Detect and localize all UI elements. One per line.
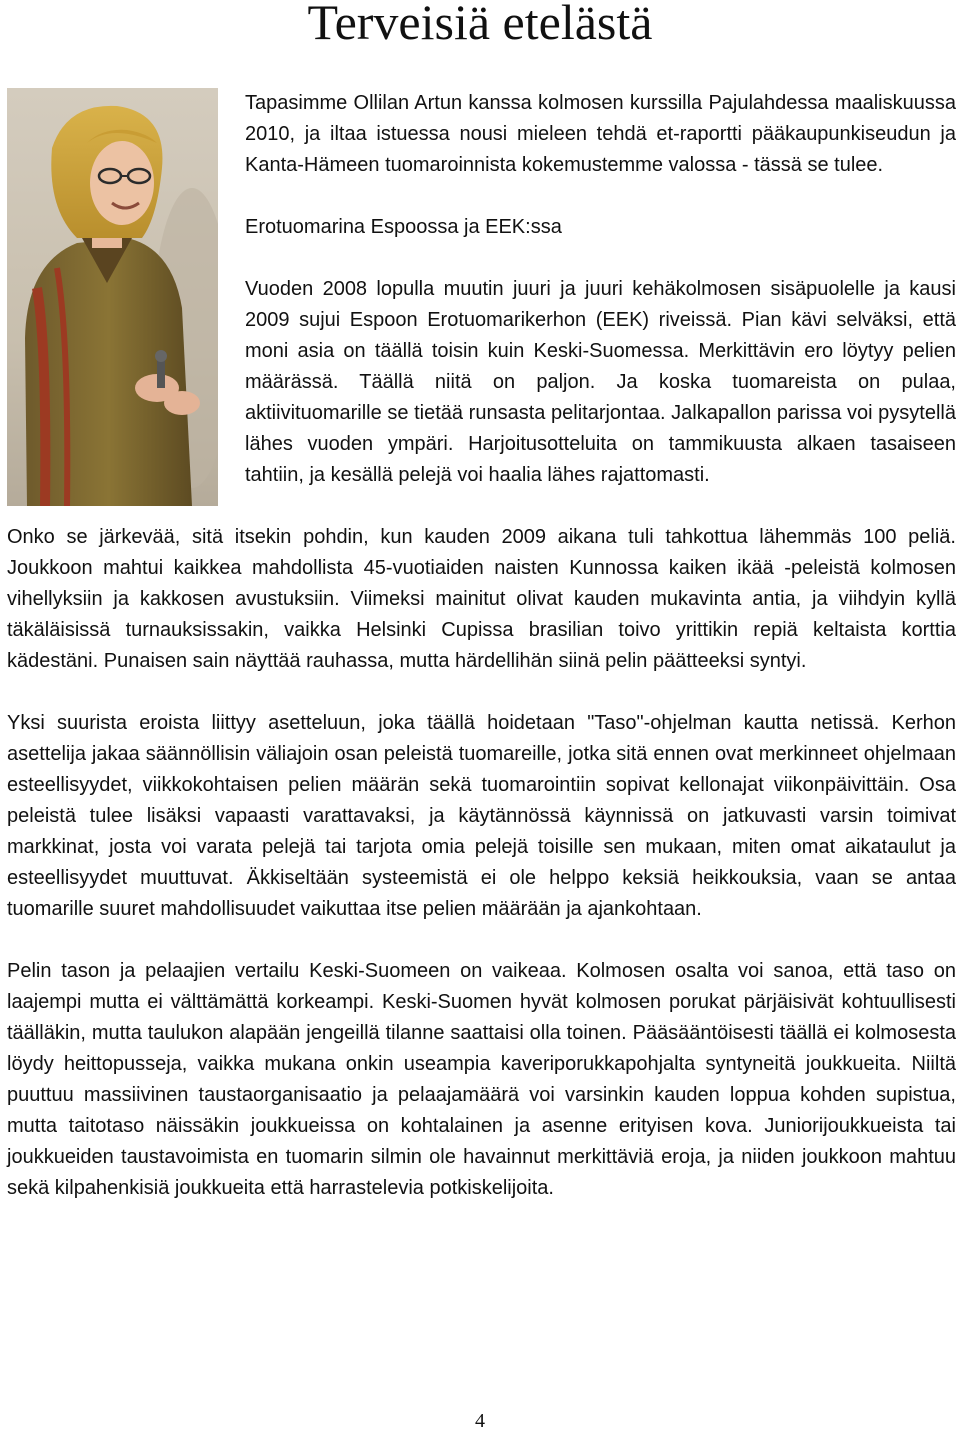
article-body [7,88,956,1235]
paragraph-intro: Tapasimme Ollilan Artun kanssa kolmosen kurssilla Pajulahdessa maaliskuussa 2010, ja iltaa istuessa nousi mieleen tehdä et-raportti pääkaupunkiseudun ja Kanta-Hämeen tuomaroinnista kokemustemme valossa - tässä se tulee. [245,92,956,176]
paragraph: Vuoden 2008 lopulla muutin juuri ja juuri kehäkolmosen sisäpuolelle ja kausi 2009 sujui Espoon Erotuomarikerhon (EEK) riveissä. Pian kävi selväksi, että moni asia on täällä toisin kuin Keski-Suomessa. Merkittävin ero löytyy pelien määrässä. Täällä niitä on paljon. Ja koska tuomareista on pulaa, aktiivituomarille se tietää runsasta pelitarjontaa. Jalkapallon parissa voi pysytellä lähes vuoden ympäri. Harjoitusotteluita on tammikuusta alkaen tasaiseen tahtiin, ja kesällä pelejä voi haalia lähes rajattomasti. [245,278,956,486]
page-title: Terveisiä etelästä [307,0,653,50]
paragraph: Onko se järkevää, sitä itsekin pohdin, kun kauden 2009 aikana tuli tahkottua lähemmäs 100 peliä. Joukkoon mahtui kaikkea mahdollista 45-vuotiaiden naisten Kunnossa kaiken ikää -peleistä kolmosen vihellyksiin ja kakkosen avustuksiin. Viimeksi mainitut olivat kauden mukavinta antia, ja viihdyin kyllä täkäläisissä turnauksissakin, vaikka Helsinki Cupissa brasilian toivo yrittikin repiä keltaista korttia kädestäni. Punaisen sain näyttää rauhassa, mutta härdellihän siinä pelin päätteeksi syntyi. [7,526,956,672]
section-heading: Erotuomarina Espoossa ja EEK:ssa [245,216,562,238]
page-number: 4 [475,1410,485,1432]
paragraph: Pelin tason ja pelaajien vertailu Keski-Suomeen on vaikeaa. Kolmosen osalta voi sanoa, että taso on laajempi mutta ei välttämättä korkeampi. Keski-Suomen hyvät kolmosen porukat pärjäisivät kohtuullisesti täälläkin, mutta taulukon alapään jengeillä tilanne saattaisi olla toinen. Pääsääntöisesti täällä ei kolmosesta löydy heittopusseja, vaikka mukana onkin useampia kaveriporukkapohjalta syntyneitä joukkueita. Niiltä puuttuu massiivinen taustaorganisaatio ja pelaajamäärä voi varsinkin kauden loppua kohden supistua, mutta taitotaso näissäkin joukkueissa on kohtalainen ja asenne erityisen kova. Juniorijoukkueista tai joukkueiden taustavoimista en tuomarin silmin ole havainnut merkittäviä eroja, ja niiden joukkoon mahtuu sekä kilpahenkisiä joukkueita että harrastelevia potkiskelijoita. [7,960,956,1199]
portrait-photo-icon [7,88,218,506]
paragraph: Yksi suurista eroista liittyy asetteluun, joka täällä hoidetaan "Taso"-ohjelman kautta netissä. Kerhon asettelija jakaa säännöllisin väliajoin osan peleistä tuomareille, jotka sitä ennen ovat merkinneet ohjelmaan esteellisyydet, viikkokohtaisen pelien määrän sekä tuomarointiin sopivat kellonajat viikonpäivittäin. Osa peleistä tulee lisäksi vapaasti varattavaksi, ja käytännössä käynnissä on jatkuvasti varsin toimivat markkinat, josta voi varata pelejä tai tarjota omia pelejä toisille sen mukaan, miten omat aikataulut ja esteellisyydet muuttuvat. Äkkiseltään systeemistä ei ole helppo keksiä heikkouksia, vaan se antaa tuomarille suuret mahdollisuudet vaikuttaa itse pelien määrään ja ajankohtaan. [7,712,956,920]
